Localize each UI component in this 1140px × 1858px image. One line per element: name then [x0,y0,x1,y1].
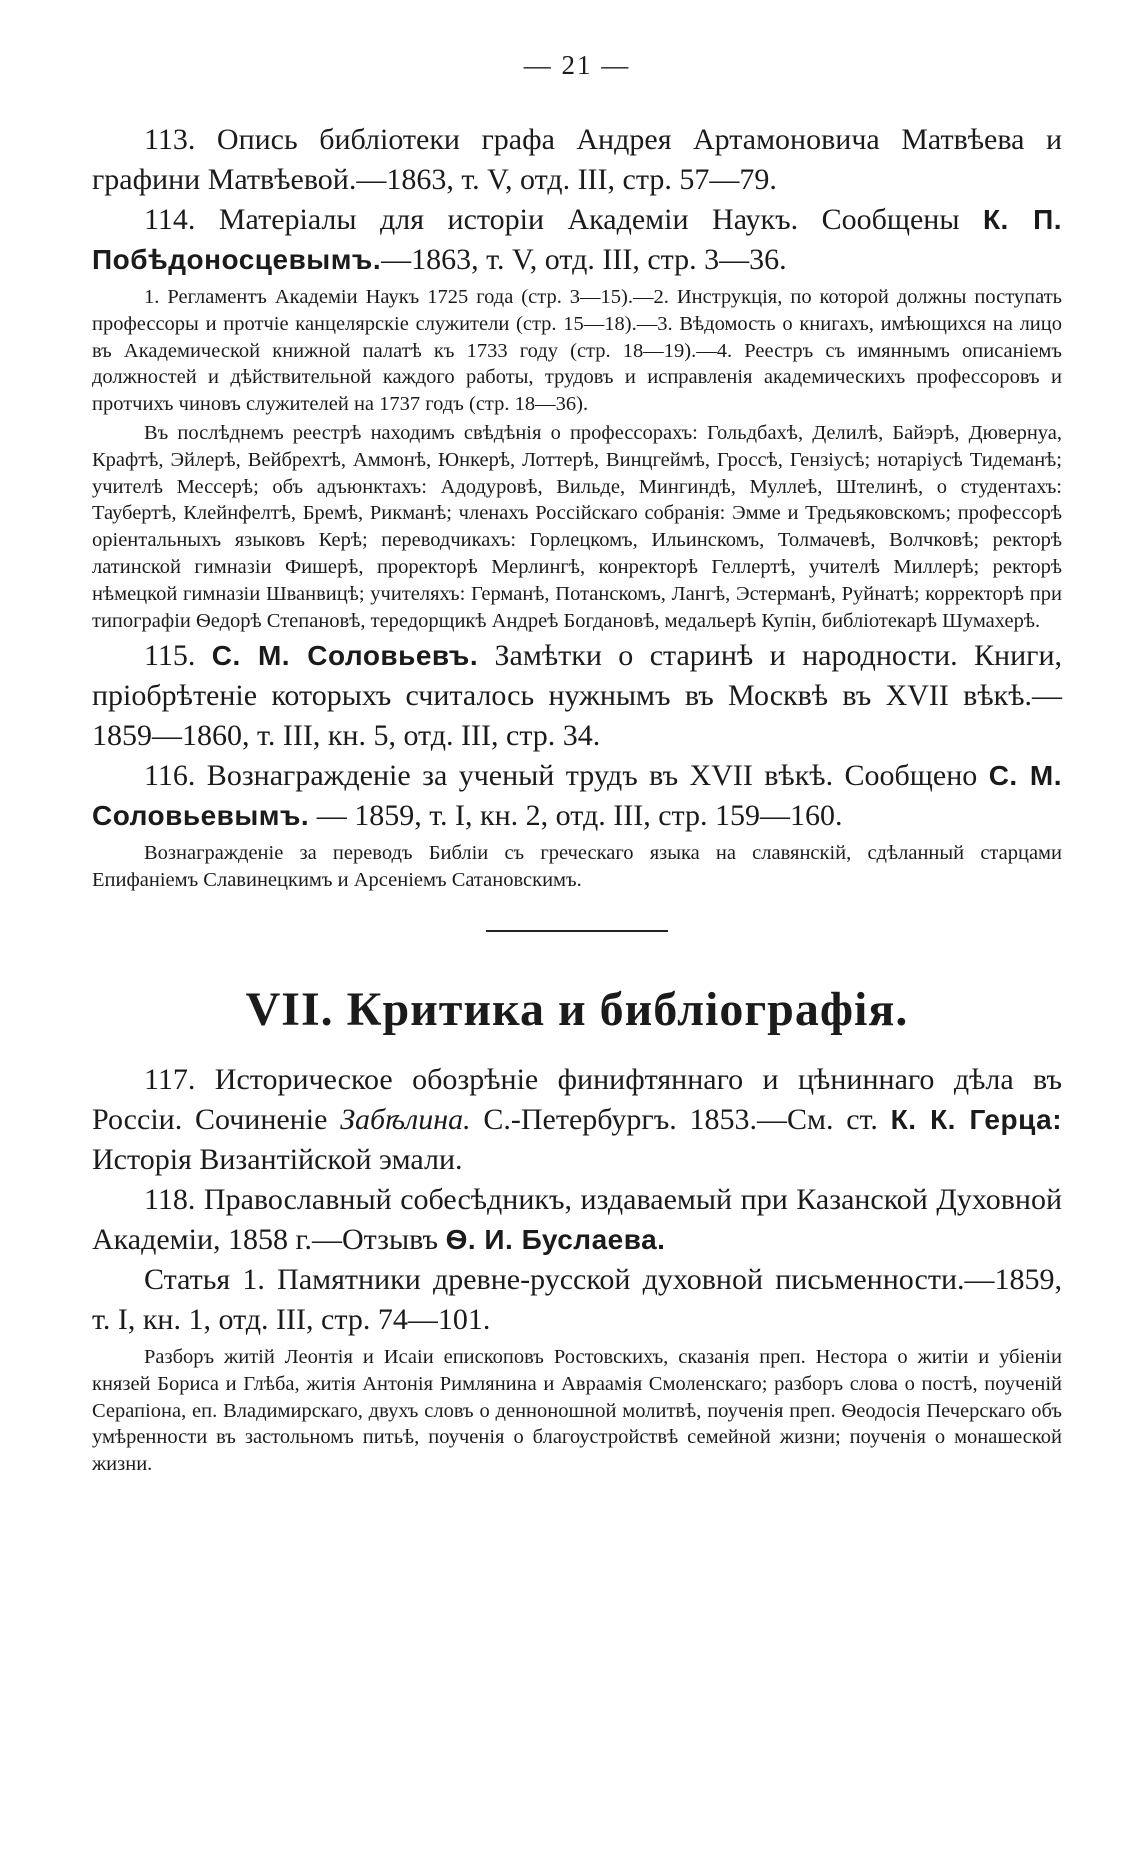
entry-117-reference-title: Исторія Византійской эмали. [92,1142,463,1176]
entry-114-author: К. П. Побѣдоносцевымъ. [92,204,1063,275]
entry-116-title: 116. Вознагражденіе за ученый трудъ въ XVII вѣкѣ. Сообщено [144,759,978,793]
entry-116 [92,756,1062,836]
entry-117-title: 117. Историческое обозрѣніе финифтяннаго и цѣниннаго дѣла въ Россіи. Сочиненіе [92,1062,1062,1136]
entry-114 [92,200,1062,280]
section-divider [486,930,668,932]
entry-117 [92,1060,1062,1180]
entry-118-note: Разборъ житій Леонтія и Исаіи епископовъ Ростовскихъ, сказанія преп. Нестора о житіи и убіеніи князей Бориса и Глѣба, житія Антонія Римлянина и Авраамія Смоленскаго; разборъ слова о постѣ, поученій Серапіона, еп. Владимирскаго, двухъ словъ о денноношной молитвѣ, поученія преп. Ѳеодосія Печерскаго объ умѣренности въ застольномъ питьѣ, поученія о благоустройствѣ семейной жизни; поученія о монашеской жизни. [92,1345,1062,1476]
page-number: — 21 — [523,50,631,80]
entry-118 [92,1180,1062,1260]
entry-115-author: С. М. Соловьевъ. [211,640,479,672]
entry-114-title: 114. Матеріалы для исторіи Академіи Наукъ. Сообщены [144,203,960,236]
entry-115 [92,636,1062,756]
entry-114-citation: —1863, т. V, отд. III, стр. 3—36. [381,243,787,276]
entry-118-title: 118. Православный собесѣдникъ, издаваемый при Казанской Духовной Академіи, 1858 г.—Отзывъ [92,1182,1062,1256]
entry-118-article: Статья 1. Памятники древне-русской духовной письменности.—1859, т. I, кн. 1, отд. III, стр. 74—101. [92,1262,1062,1336]
entry-115-title: Замѣтки о старинѣ и народности. Книги, пріобрѣтеніе которыхъ считалось нужнымъ въ Москвѣ въ XVII вѣкѣ.—1859—1860, т. III, кн. 5, отд. III, стр. 34. [92,639,1063,753]
entry-117-reference-author: К. К. Герца: [890,1103,1063,1135]
entry-114-contents-note: 1. Регламентъ Академіи Наукъ 1725 года (стр. 3—15).—2. Инструкція, по которой должны поступать профессоры и протчіе канцелярскіе служители (стр. 15—18).—3. Вѣдомость о книгахъ, имѣющихся на лицо въ Академической книжной палатѣ къ 1733 году (стр. 18—19).—4. Реестръ съ имяннымъ описаніемъ должностей и дѣйствительной каждого работы, трудовъ и исправленія академическихъ профессоровъ и протчихъ чиновъ служителей на 1737 годъ (стр. 18—36). [92,286,1062,416]
entry-117-author-italic: Забѣлина. [340,1102,471,1136]
entry-116-note: Вознагражденіе за переводъ Библіи съ греческаго языка на славянскій, сдѣланный старцами Епифаніемъ Славинецкимъ и Арсеніемъ Сатановскимъ. [92,842,1062,892]
entry-116-author: С. М. Соловьевымъ. [92,760,1063,832]
entry-118-author: Ѳ. И. Буслаева. [445,1223,666,1255]
section-title: VII. Критика и библіографія. [245,982,909,1036]
entry-115-number: 115. [144,639,196,673]
book-page [92,0,1062,1858]
entry-114-registry-note: Въ послѣднемъ реестрѣ находимъ свѣдѣнія о профессорахъ: Гольдбахѣ, Делилѣ, Байэрѣ, Дювернуа, Крафтѣ, Эйлерѣ, Вейбрехтѣ, Аммонѣ, Юнкерѣ, Лоттерѣ, Винцгеймѣ, Гроссѣ, Гензіусѣ; нотаріусѣ Тидеманѣ; учителѣ Мессерѣ; объ адъюнктахъ: Адодуровѣ, Вильде, Мингиндѣ, Муллеѣ, Штелинѣ, о студентахъ: Таубертѣ, Клейнфелтѣ, Бремѣ, Рикманѣ; членахъ Россійскаго собранія: Эмме и Тредьяковскомъ; профессорѣ оріентальныхъ языковъ Керѣ; переводчикахъ: Горлецкомъ, Ильинскомъ, Толмачевѣ, Волчковѣ; ректорѣ латинской гимназіи Фишерѣ, проректорѣ Мерлингѣ, конректорѣ Геллертѣ, учителѣ Миллерѣ; ректорѣ нѣмецкой гимназіи Шванвицѣ; учителяхъ: Германѣ, Потанскомъ, Лангѣ, Эстерманѣ, Руйнатѣ; корректорѣ при типографіи Ѳедорѣ Степановѣ, тередорщикѣ Андреѣ Богдановѣ, медальерѣ Купін, библіотекарѣ Шумахерѣ. [92,421,1062,632]
entry-117-publication: С.-Петербургъ. 1853.—См. ст. [483,1102,878,1136]
entry-113: 113. Опись библіотеки графа Андрея Артамоновича Матвѣева и графини Матвѣевой.—1863, т. V, отд. III, стр. 57—79. [92,123,1062,196]
entry-116-citation: — 1859, т. I, кн. 2, отд. III, стр. 159—160. [316,799,843,833]
